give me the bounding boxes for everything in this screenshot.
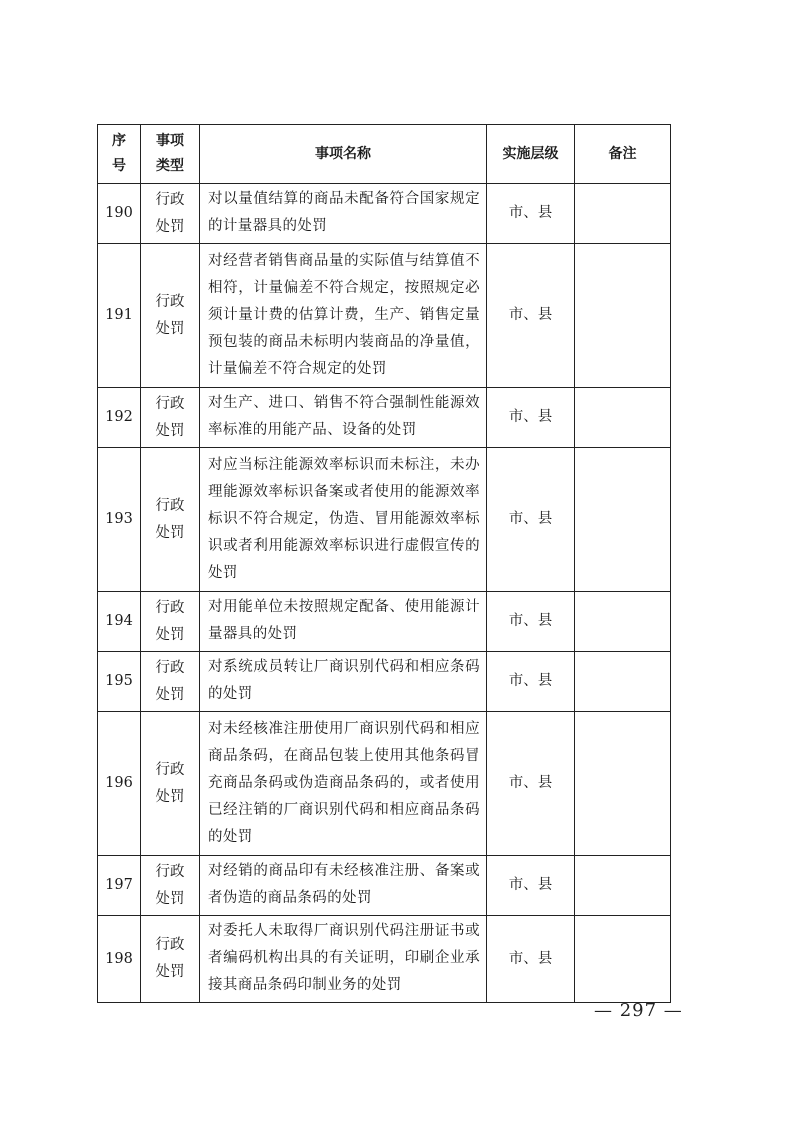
row-type <box>141 184 200 244</box>
table-row <box>98 652 671 712</box>
table-row <box>98 916 671 1003</box>
row-number: 197 <box>98 856 141 916</box>
row-name: 对经销的商品印有未经核准注册、备案或者伪造的商品条码的处罚 <box>200 856 487 916</box>
row-level: 市、县 <box>487 916 575 1003</box>
row-type-line2: 处罚 <box>155 422 185 439</box>
row-type-line1: 行政 <box>155 761 185 778</box>
row-name: 对未经核准注册使用厂商识别代码和相应商品条码，在商品包装上使用其他条码冒充商品条码或伪造商品条码的，或者使用已经注销的厂商识别代码和相应商品条码的处罚 <box>200 712 487 856</box>
row-note <box>575 916 671 1003</box>
row-number: 192 <box>98 388 141 448</box>
row-note <box>575 712 671 856</box>
header-no-line2: 号 <box>112 158 126 174</box>
row-type-line2: 处罚 <box>155 320 185 337</box>
row-type-line1: 行政 <box>155 191 185 208</box>
table-header-row <box>98 125 671 184</box>
row-level: 市、县 <box>487 592 575 652</box>
row-type-line2: 处罚 <box>155 788 185 805</box>
row-type-line1: 行政 <box>155 497 185 514</box>
row-note <box>575 448 671 592</box>
table-row <box>98 244 671 388</box>
header-no-line1: 序 <box>112 133 126 149</box>
row-number: 194 <box>98 592 141 652</box>
row-level: 市、县 <box>487 244 575 388</box>
row-name: 对生产、进口、销售不符合强制性能源效率标准的用能产品、设备的处罚 <box>200 388 487 448</box>
header-level: 实施层级 <box>487 125 575 184</box>
row-number: 195 <box>98 652 141 712</box>
header-type-line2: 类型 <box>156 158 184 174</box>
row-name: 对经营者销售商品量的实际值与结算值不相符，计量偏差不符合规定，按照规定必须计量计费的估算计费，生产、销售定量预包装的商品未标明内装商品的净量值，计量偏差不符合规定的处罚 <box>200 244 487 388</box>
row-type <box>141 652 200 712</box>
row-type <box>141 592 200 652</box>
row-type-line1: 行政 <box>155 293 185 310</box>
row-type-line1: 行政 <box>155 659 185 676</box>
row-number: 191 <box>98 244 141 388</box>
table-row <box>98 592 671 652</box>
row-name: 对委托人未取得厂商识别代码注册证书或者编码机构出具的有关证明，印刷企业承接其商品条码印制业务的处罚 <box>200 916 487 1003</box>
row-number: 190 <box>98 184 141 244</box>
row-level: 市、县 <box>487 448 575 592</box>
row-type <box>141 388 200 448</box>
row-type-line1: 行政 <box>155 395 185 412</box>
row-type-line2: 处罚 <box>155 524 185 541</box>
row-type-line2: 处罚 <box>155 964 185 980</box>
row-level: 市、县 <box>487 856 575 916</box>
row-number: 198 <box>98 916 141 1003</box>
row-type-line1: 行政 <box>155 937 185 953</box>
row-note <box>575 592 671 652</box>
table-row <box>98 712 671 856</box>
row-level: 市、县 <box>487 712 575 856</box>
row-note <box>575 652 671 712</box>
row-level: 市、县 <box>487 184 575 244</box>
table-row <box>98 388 671 448</box>
row-number: 193 <box>98 448 141 592</box>
row-type-line2: 处罚 <box>155 890 185 907</box>
table-row <box>98 448 671 592</box>
header-type <box>141 125 200 184</box>
row-type <box>141 856 200 916</box>
row-type <box>141 916 200 1003</box>
header-no <box>98 125 141 184</box>
row-type <box>141 448 200 592</box>
row-note <box>575 244 671 388</box>
row-note <box>575 388 671 448</box>
row-note <box>575 856 671 916</box>
items-table <box>97 124 671 1003</box>
row-type-line1: 行政 <box>155 863 185 880</box>
row-level: 市、县 <box>487 652 575 712</box>
row-type-line1: 行政 <box>155 599 185 616</box>
table-row <box>98 856 671 916</box>
row-name: 对系统成员转让厂商识别代码和相应条码的处罚 <box>200 652 487 712</box>
row-name: 对以量值结算的商品未配备符合国家规定的计量器具的处罚 <box>200 184 487 244</box>
row-type-line2: 处罚 <box>155 686 185 703</box>
row-type <box>141 712 200 856</box>
row-note <box>575 184 671 244</box>
row-level: 市、县 <box>487 388 575 448</box>
header-note: 备注 <box>575 125 671 184</box>
header-type-line1: 事项 <box>156 133 184 149</box>
row-type-line2: 处罚 <box>155 218 185 235</box>
row-type <box>141 244 200 388</box>
page-number: — 297 — <box>594 1000 683 1021</box>
row-name: 对用能单位未按照规定配备、使用能源计量器具的处罚 <box>200 592 487 652</box>
row-type-line2: 处罚 <box>155 626 185 643</box>
header-name: 事项名称 <box>200 125 487 184</box>
table-row <box>98 184 671 244</box>
row-name: 对应当标注能源效率标识而未标注，未办理能源效率标识备案或者使用的能源效率标识不符合规定，伪造、冒用能源效率标识或者利用能源效率标识进行虚假宣传的处罚 <box>200 448 487 592</box>
row-number: 196 <box>98 712 141 856</box>
